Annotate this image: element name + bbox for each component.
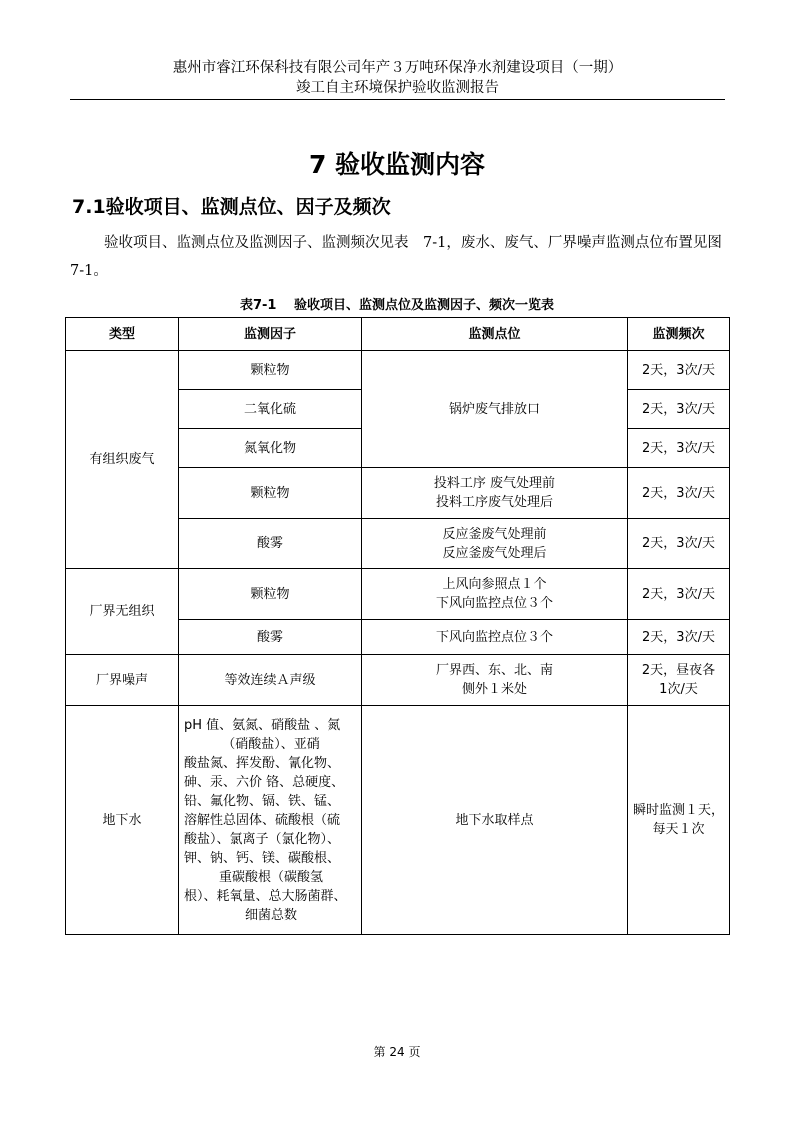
point-line: 投料工序废气处理后: [435, 495, 553, 510]
freq-line: 2天，3次/天: [642, 586, 715, 602]
point-cell: [362, 468, 628, 519]
factor-line: pH 值、氨氮、硝酸盐 、氮: [184, 717, 341, 733]
header-line-1: 惠州市睿江环保科技有限公司年产３万吨环保净水剂建设项目（一期）: [172, 60, 623, 76]
freq-line: 2天，3次/天: [642, 536, 715, 551]
point-line: 侧外１米处: [461, 682, 527, 697]
freq-line: 2天，3次/天: [642, 485, 715, 501]
factor-cell: 氮氧化物: [179, 429, 362, 468]
factor-cell: 颗粒物: [179, 468, 362, 519]
freq-line: 每天１次: [652, 822, 705, 837]
header-type: 类型: [66, 318, 179, 351]
factor-cell: 酸雾: [179, 620, 362, 655]
point-line: 上风向参照点１个: [442, 577, 547, 592]
table-row: [66, 655, 730, 706]
type-cell: 地下水: [66, 706, 179, 935]
point-line: 投料工序 废气处理前: [433, 476, 556, 491]
factor-cell: 等效连续Ａ声级: [179, 655, 362, 706]
point-cell: [362, 655, 628, 706]
point-line: 厂界西、东、北、南: [435, 663, 553, 678]
freq-line: 2天，3次/天: [642, 401, 715, 417]
section-title: 7.1验收项目、监测点位、因子及频次: [72, 196, 391, 218]
type-cell: 厂界噪声: [66, 655, 179, 706]
table-row: [66, 351, 730, 390]
page-number: 第 24 页: [373, 1045, 421, 1059]
factor-cell: 颗粒物: [179, 351, 362, 390]
factor-line: 重碳酸根（碳酸氢: [218, 869, 323, 885]
header-factor: 监测因子: [179, 318, 362, 351]
frequency-cell: [628, 468, 730, 519]
freq-line: 2天，3次/天: [642, 440, 715, 456]
factor-line: 钾、钠、钙、镁、碳酸根、: [184, 850, 341, 866]
freq-line: 瞬时监测１天，: [632, 803, 724, 818]
table-caption: 表7-1 验收项目、监测点位及监测因子、频次一览表: [239, 298, 554, 313]
point-cell: [362, 620, 628, 655]
factor-cell: 酸雾: [179, 519, 362, 569]
page-header: [70, 58, 725, 98]
point-cell: [362, 569, 628, 620]
frequency-cell: [628, 655, 730, 706]
frequency-cell: [628, 519, 730, 569]
factor-cell: 颗粒物: [179, 569, 362, 620]
intro-paragraph: 验收项目、监测点位及监测因子、监测频次见表 7-1，废水、废气、厂界噪声监测点位布置见图7-1。: [70, 235, 722, 279]
point-cell: [362, 351, 628, 468]
factor-cell: [179, 706, 362, 935]
factor-line: 细菌总数: [244, 907, 297, 923]
factor-line: 铅、氟化物、镉、铁、锰、: [184, 793, 341, 809]
factor-line: （硝酸盐）、亚硝: [222, 736, 320, 752]
frequency-cell: [628, 706, 730, 935]
point-line: 下风向监控点位３个: [435, 629, 553, 645]
point-line: 反应釜废气处理后: [442, 545, 547, 561]
table-row: [66, 569, 730, 620]
freq-line: 2天，3次/天: [642, 629, 715, 645]
type-cell: 有组织废气: [66, 351, 179, 569]
freq-line: 1次/天: [659, 682, 698, 697]
table-header-row: [66, 318, 730, 351]
frequency-cell: [628, 390, 730, 429]
freq-line: 2天，昼夜各: [641, 663, 716, 678]
frequency-cell: [628, 569, 730, 620]
factor-line: 砷、汞、六价 铬、总硬度、: [184, 774, 345, 790]
monitoring-table: [65, 317, 730, 935]
header-rule: [70, 99, 725, 100]
frequency-cell: [628, 351, 730, 390]
factor-line: 溶解性总固体、硫酸根（硫: [184, 812, 341, 828]
header-frequency: 监测频次: [628, 318, 730, 351]
type-cell: 厂界无组织: [66, 569, 179, 655]
factor-cell: 二氧化硫: [179, 390, 362, 429]
factor-line: 酸盐氮、挥发酚、氰化物、: [184, 755, 341, 771]
point-line: 反应釜废气处理前: [442, 526, 547, 542]
point-cell: [362, 519, 628, 569]
freq-line: 2天，3次/天: [642, 362, 715, 378]
header-point: 监测点位: [362, 318, 628, 351]
point-line: 锅炉废气排放口: [448, 401, 540, 417]
chapter-title: 7 验收监测内容: [308, 150, 486, 179]
factor-line: 酸盐）、氯离子（氯化物）、: [184, 831, 341, 847]
point-cell: [362, 706, 628, 935]
frequency-cell: [628, 620, 730, 655]
header-line-2: 竣工自主环境保护验收监测报告: [296, 80, 499, 96]
factor-line: 根）、耗氧量、总大肠菌群、: [184, 888, 347, 904]
table-row: [66, 706, 730, 935]
point-line: 地下水取样点: [455, 812, 534, 828]
point-line: 下风向监控点位３个: [435, 596, 553, 611]
frequency-cell: [628, 429, 730, 468]
